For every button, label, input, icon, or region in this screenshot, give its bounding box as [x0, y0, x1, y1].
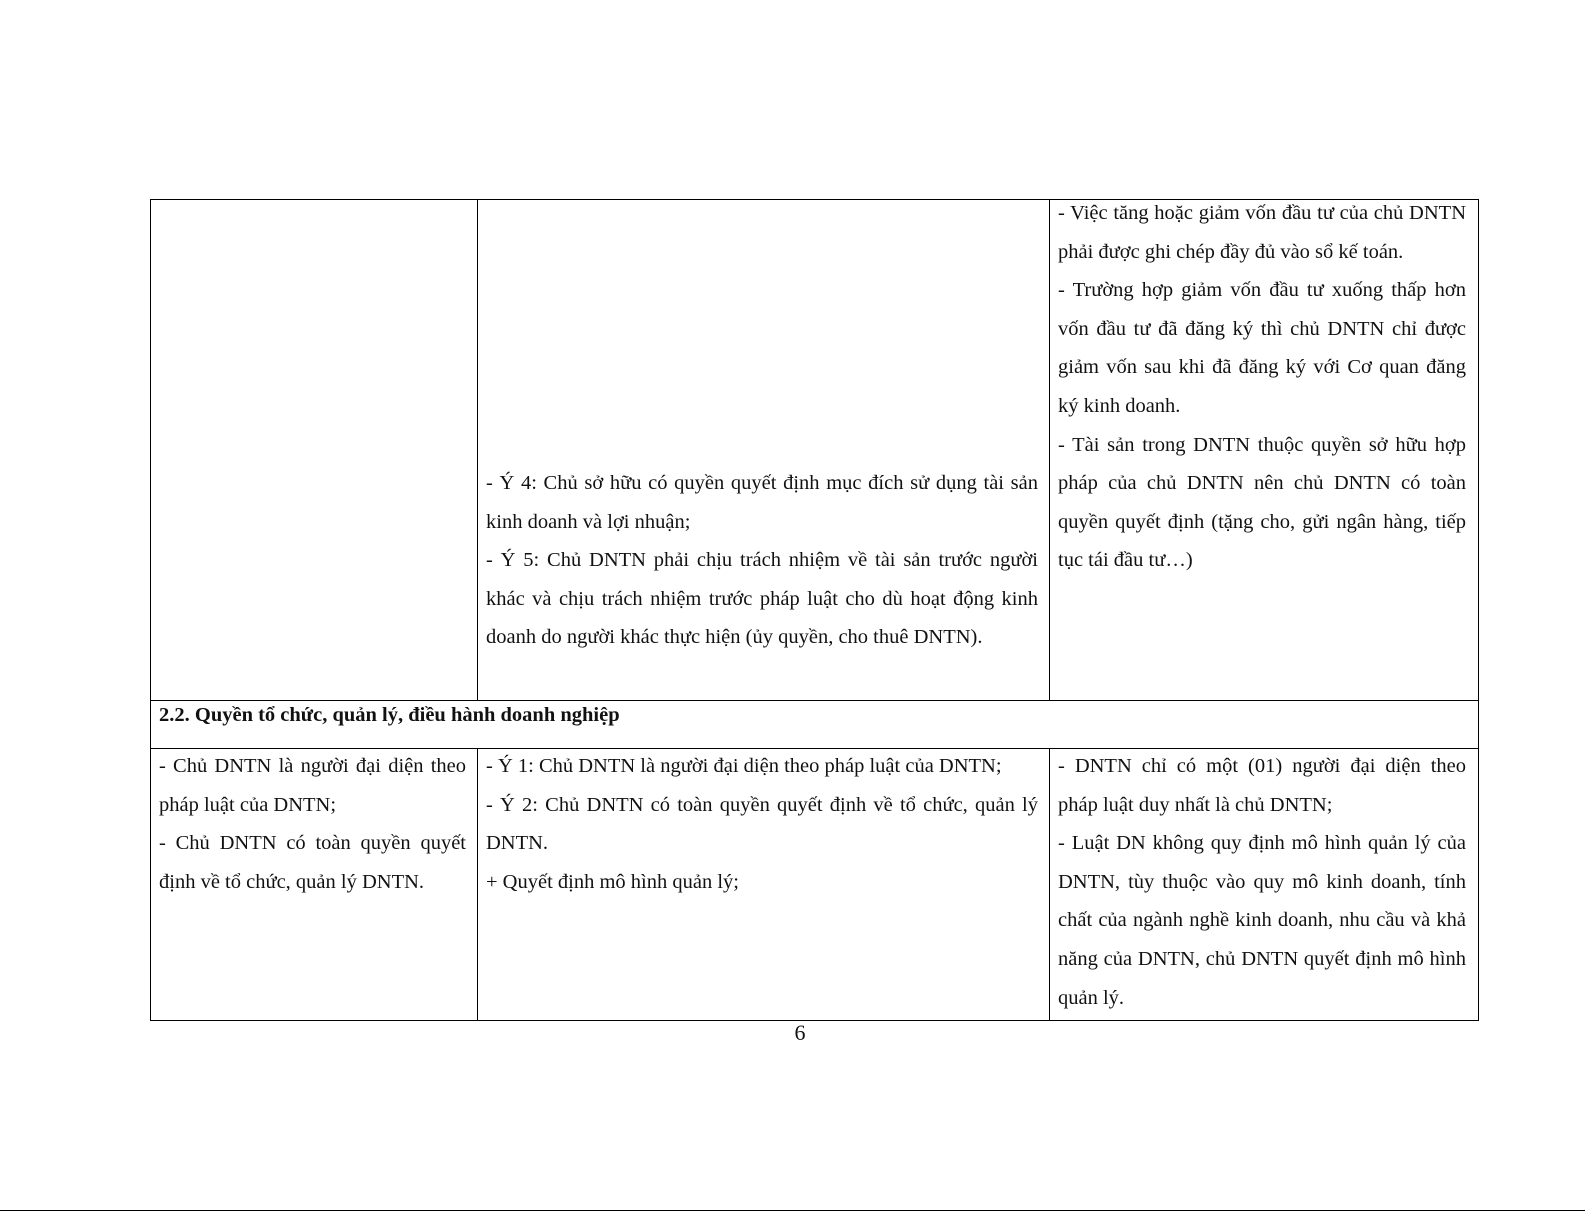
table-cell-col3 [1050, 200, 1479, 701]
table-cell-col2 [478, 200, 1050, 701]
page-bottom-rule-tail [1320, 1210, 1585, 1211]
paragraph: - Ý 4: Chủ sở hữu có quyền quyết định mục đích sử dụng tài sản kinh doanh và lợi nhuận; [486, 472, 1038, 533]
table-cell-col1 [151, 749, 478, 1021]
paragraph: - Tài sản trong DNTN thuộc quyền sở hữu hợp pháp của chủ DNTN nên chủ DNTN có toàn quyền quyết định (tặng cho, gửi ngân hàng, tiếp tục tái đầu tư…) [1058, 433, 1466, 572]
paragraph: + Quyết định mô hình quản lý; [486, 870, 739, 893]
paragraph: - Luật DN không quy định mô hình quản lý của DNTN, tùy thuộc vào quy mô kinh doanh, tính chất của ngành nghề kinh doanh, nhu cầu và khả năng của DNTN, chủ DNTN quyết định mô hình quản lý. [1058, 832, 1466, 1009]
table-cell-col3 [1050, 749, 1479, 1021]
table-row [151, 200, 1479, 701]
paragraph: - Chủ DNTN là người đại diện theo pháp luật của DNTN; [159, 755, 466, 816]
section-heading-row [151, 701, 1479, 749]
paragraph: - Ý 5: Chủ DNTN phải chịu trách nhiệm về tài sản trước người khác và chịu trách nhiệm trước pháp luật cho dù hoạt động kinh doanh do người khác thực hiện (ủy quyền, cho thuê DNTN). [486, 549, 1038, 649]
paragraph: - Ý 1: Chủ DNTN là người đại diện theo pháp luật của DNTN; [486, 755, 1002, 777]
page-bottom-rule [0, 1210, 1320, 1211]
table-cell-col1 [151, 200, 478, 701]
table-row [151, 749, 1479, 1021]
paragraph: - DNTN chỉ có một (01) người đại diện theo pháp luật duy nhất là chủ DNTN; [1058, 755, 1466, 816]
page-number: 6 [794, 1020, 806, 1045]
section-heading: 2.2. Quyền tổ chức, quản lý, điều hành doanh nghiệp [151, 701, 1479, 749]
paragraph: - Chủ DNTN có toàn quyền quyết định về tổ chức, quản lý DNTN. [159, 832, 466, 893]
paragraph: - Việc tăng hoặc giảm vốn đầu tư của chủ DNTN phải được ghi chép đầy đủ vào sổ kế toán. [1058, 202, 1466, 263]
paragraph: - Trường hợp giảm vốn đầu tư xuống thấp hơn vốn đầu tư đã đăng ký thì chủ DNTN chỉ được giảm vốn sau khi đã đăng ký với Cơ quan đăng ký kinh doanh. [1058, 279, 1466, 417]
comparison-table [150, 199, 1479, 1021]
paragraph: - Ý 2: Chủ DNTN có toàn quyền quyết định về tổ chức, quản lý DNTN. [486, 793, 1038, 855]
table-cell-col2 [478, 749, 1050, 1021]
